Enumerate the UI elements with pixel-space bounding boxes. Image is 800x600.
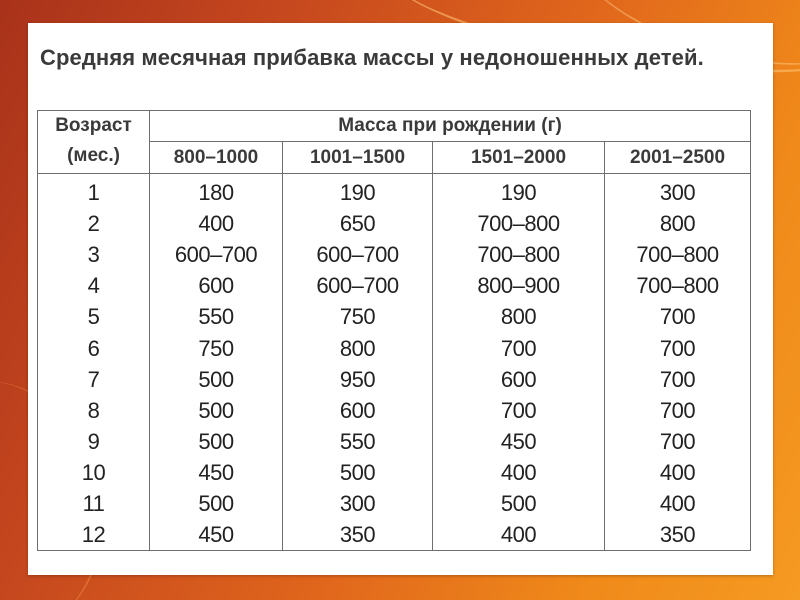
weight-gain-cell: 600–700 xyxy=(283,239,433,270)
weight-gain-cell: 700 xyxy=(433,395,605,426)
weight-gain-cell: 700 xyxy=(605,301,751,332)
weight-gain-cell: 750 xyxy=(150,332,283,363)
weight-gain-cell: 600 xyxy=(283,395,433,426)
weight-gain-table xyxy=(37,110,751,551)
weight-gain-cell: 350 xyxy=(605,519,751,551)
weight-gain-cell: 500 xyxy=(283,457,433,488)
table-row xyxy=(38,270,751,301)
age-cell: 12 xyxy=(38,519,150,551)
table-row xyxy=(38,174,751,209)
weight-gain-cell: 350 xyxy=(283,519,433,551)
weight-gain-cell: 450 xyxy=(150,519,283,551)
table-row xyxy=(38,488,751,519)
table-row xyxy=(38,519,751,551)
slide-title: Средняя месячная прибавка массы у недоношенных детей. xyxy=(40,45,704,70)
weight-gain-cell: 600–700 xyxy=(283,270,433,301)
weight-gain-cell: 190 xyxy=(433,174,605,209)
table-row xyxy=(38,301,751,332)
table-row xyxy=(38,457,751,488)
age-cell: 2 xyxy=(38,208,150,239)
age-cell: 9 xyxy=(38,426,150,457)
weight-gain-cell: 700–800 xyxy=(605,270,751,301)
weight-gain-cell: 600 xyxy=(150,270,283,301)
weight-gain-cell: 700 xyxy=(605,364,751,395)
weight-gain-cell: 400 xyxy=(150,208,283,239)
weight-gain-cell: 300 xyxy=(605,174,751,209)
weight-gain-cell: 400 xyxy=(433,457,605,488)
weight-gain-cell: 800 xyxy=(283,332,433,363)
weight-gain-cell: 700 xyxy=(433,332,605,363)
weight-gain-cell: 450 xyxy=(433,426,605,457)
table-row xyxy=(38,426,751,457)
weight-gain-cell: 600 xyxy=(433,364,605,395)
table-row xyxy=(38,364,751,395)
age-cell: 10 xyxy=(38,457,150,488)
weight-gain-cell: 700–800 xyxy=(433,208,605,239)
age-cell: 6 xyxy=(38,332,150,363)
weight-gain-cell: 750 xyxy=(283,301,433,332)
mass-range-header: 1501–2000 xyxy=(433,142,605,174)
weight-gain-cell: 800 xyxy=(433,301,605,332)
table-row xyxy=(38,395,751,426)
weight-gain-cell: 800 xyxy=(605,208,751,239)
table-row xyxy=(38,208,751,239)
mass-group-header: Масса при рождении (г) xyxy=(150,111,751,142)
mass-range-header: 2001–2500 xyxy=(605,142,751,174)
weight-gain-cell: 700 xyxy=(605,395,751,426)
weight-gain-cell: 600–700 xyxy=(150,239,283,270)
weight-gain-cell: 700–800 xyxy=(433,239,605,270)
age-cell: 11 xyxy=(38,488,150,519)
weight-gain-cell: 700 xyxy=(605,332,751,363)
age-cell: 1 xyxy=(38,174,150,209)
weight-gain-cell: 700 xyxy=(605,426,751,457)
weight-gain-cell: 550 xyxy=(283,426,433,457)
weight-gain-cell: 500 xyxy=(150,488,283,519)
weight-gain-cell: 180 xyxy=(150,174,283,209)
weight-gain-cell: 800–900 xyxy=(433,270,605,301)
mass-range-header: 800–1000 xyxy=(150,142,283,174)
weight-gain-cell: 300 xyxy=(283,488,433,519)
slide-panel xyxy=(28,23,773,575)
mass-range-header: 1001–1500 xyxy=(283,142,433,174)
weight-gain-cell: 500 xyxy=(150,426,283,457)
weight-gain-cell: 190 xyxy=(283,174,433,209)
weight-gain-cell: 650 xyxy=(283,208,433,239)
weight-gain-cell: 500 xyxy=(150,364,283,395)
weight-gain-cell: 950 xyxy=(283,364,433,395)
age-cell: 4 xyxy=(38,270,150,301)
weight-gain-cell: 500 xyxy=(150,395,283,426)
weight-gain-cell: 500 xyxy=(433,488,605,519)
weight-gain-cell: 550 xyxy=(150,301,283,332)
age-cell: 5 xyxy=(38,301,150,332)
age-header-line1: Возраст xyxy=(55,115,132,136)
age-cell: 7 xyxy=(38,364,150,395)
weight-gain-cell: 450 xyxy=(150,457,283,488)
age-cell: 8 xyxy=(38,395,150,426)
table-row xyxy=(38,332,751,363)
table-row xyxy=(38,239,751,270)
age-column-header xyxy=(38,111,150,174)
weight-gain-cell: 700–800 xyxy=(605,239,751,270)
age-cell: 3 xyxy=(38,239,150,270)
age-header-line2: (мес.) xyxy=(67,145,120,166)
weight-gain-cell: 400 xyxy=(433,519,605,551)
weight-gain-cell: 400 xyxy=(605,457,751,488)
weight-gain-cell: 400 xyxy=(605,488,751,519)
